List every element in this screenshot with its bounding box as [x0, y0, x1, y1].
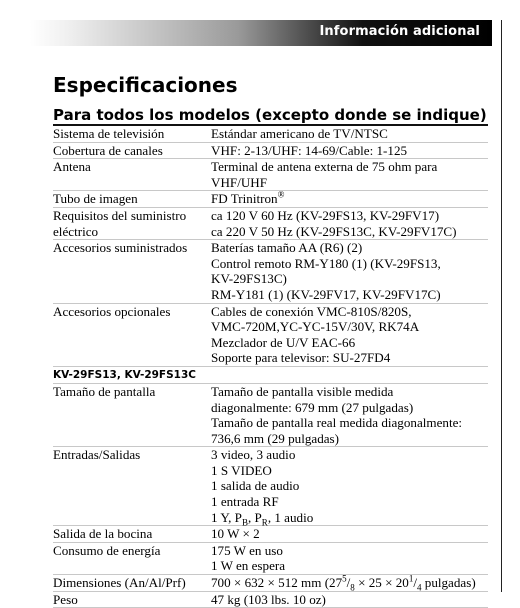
spec-value: 10 W × 2 — [211, 526, 260, 542]
spec-label: Consumo de energía — [53, 542, 161, 558]
section-header-title: Información adicional — [319, 24, 480, 39]
spec-value: Terminal de antena externa de 75 ohm para VHF/UHF — [211, 159, 438, 190]
spec-label: Tubo de imagen — [53, 191, 138, 207]
spec-row-optional-accessories — [53, 304, 488, 367]
spec-label: Cobertura de canales — [53, 142, 163, 158]
spec-row-weight — [53, 592, 488, 608]
spec-label: Requisitos del suministro eléctrico — [53, 207, 187, 239]
spec-label: Peso — [53, 591, 78, 607]
spec-row-tv-system — [53, 124, 488, 143]
spec-value: Cables de conexión VMC-810S/820S, VMC-720M,YC-YC-15V/30V, RK74A Mezclador de U/V EAC-66 Soporte para televisor: SU-27FD4 — [211, 303, 420, 366]
spec-value: 700 × 632 × 512 mm ($27^5/_8 \times 25 \times 20^1/_4$ pulgadas) — [211, 573, 476, 593]
spec-label: Accesorios opcionales — [53, 303, 171, 319]
spec-row-supplied-accessories — [53, 240, 488, 303]
spec-value: 3 video, 3 audio 1 S VIDEO 1 salida de audio 1 entrada RF 1 Y, $P_B$, $P_R$, 1 audio — [211, 447, 314, 528]
spec-label: Entradas/Salidas — [53, 447, 141, 463]
spec-row-screen-size — [53, 384, 488, 447]
spec-value: VHF: 2-13/UHF: 14-69/Cable: 1-125 — [211, 142, 408, 158]
spec-row-channel-coverage — [53, 143, 488, 160]
page-title: Especificaciones — [53, 73, 238, 97]
spec-row-picture-tube — [53, 191, 488, 208]
spec-row-power-consumption — [53, 543, 488, 575]
spec-row-antenna — [53, 159, 488, 191]
spec-row-dimensions — [53, 575, 488, 592]
section-title: Para todos los modelos (excepto donde se indique) — [53, 106, 487, 124]
spec-label: Sistema de televisión — [53, 126, 165, 141]
spec-table — [53, 124, 488, 608]
spec-value: Tamaño de pantalla visible medida diagonalmente: 679 mm (27 pulgadas) Tamaño de pantalla real medida diagonalmente: 736,6 mm (29 pulgadas) — [211, 383, 463, 446]
spec-label: Antena — [53, 159, 91, 175]
page-right-rule — [501, 20, 502, 592]
spec-label: Salida de la bocina — [53, 526, 153, 542]
spec-value: Baterías tamaño AA (R6) (2) Control remoto RM-Y180 (1) (KV-29FS13, KV-29FS13C) RM-Y181 (1) (KV-29FV17, KV-29FV17C) — [211, 240, 441, 302]
spec-label: Dimensiones (An/Al/Prf) — [53, 575, 186, 591]
spec-value: 175 W en uso 1 W en espera — [211, 542, 286, 574]
spec-label: Accesorios suministrados — [53, 240, 188, 256]
model-heading: KV-29FS13, KV-29FS13C — [53, 367, 488, 384]
spec-row-inputs-outputs — [53, 447, 488, 526]
spec-value: 47 kg (103 lbs. 10 oz) — [211, 591, 326, 607]
spec-row-power-requirements — [53, 208, 488, 240]
spec-label: Tamaño de pantalla — [53, 383, 156, 399]
spec-value: Estándar americano de TV/NTSC — [211, 126, 388, 141]
spec-row-speaker-output — [53, 526, 488, 543]
section-header-band — [30, 20, 492, 46]
spec-value: ca 120 V 60 Hz (KV-29FS13, KV-29FV17) ca 220 V 50 Hz (KV-29FS13C, KV-29FV17C) — [211, 207, 457, 239]
spec-value: FD Trinitron® — [211, 190, 285, 207]
